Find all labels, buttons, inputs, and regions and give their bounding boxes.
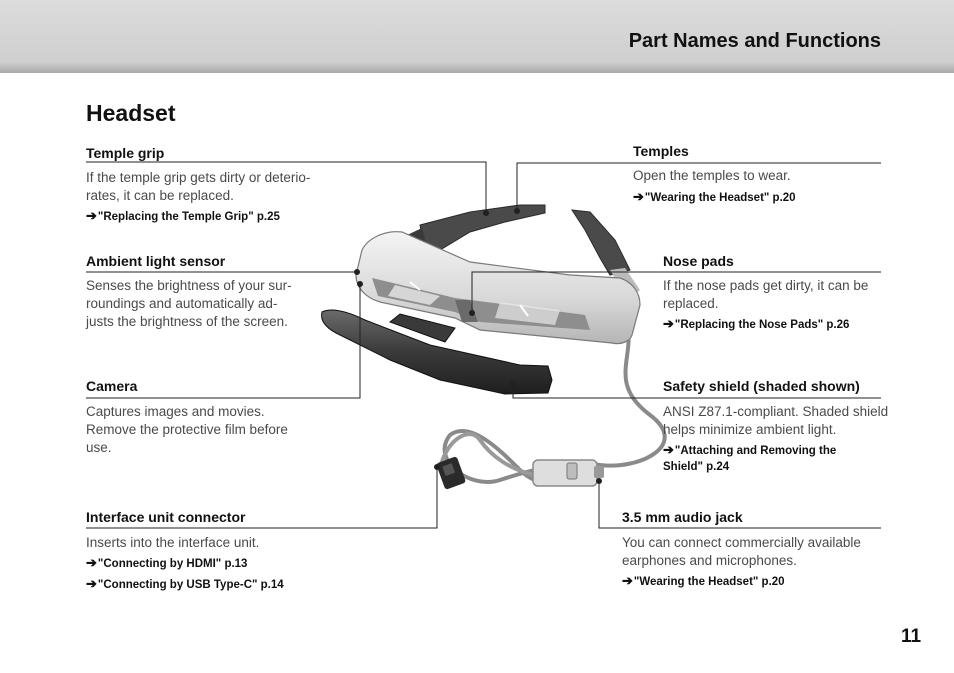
ref-hdmi-text: "Connecting by HDMI" p.13 (97, 558, 248, 570)
camera-desc: Captures images and movies. Remove the protective film before use. (86, 404, 288, 455)
nose-pads-label: Nose pads (663, 253, 734, 269)
interface-unit-connector-label: Interface unit connector (86, 509, 246, 525)
arrow-right-icon: ➔ (633, 189, 644, 204)
arrow-right-icon: ➔ (86, 576, 97, 591)
arrow-right-icon: ➔ (86, 555, 97, 570)
interface-connector-ref-usbc[interactable] (86, 576, 284, 592)
temple-grip-ref-text: "Replacing the Temple Grip" p.25 (97, 211, 280, 223)
temple-grip-ref[interactable] (86, 208, 280, 224)
safety-shield-ref-text: "Attaching and Removing the Shield" p.24 (663, 445, 837, 473)
audio-control-box (533, 460, 604, 486)
page-number: 11 (901, 626, 922, 647)
arrow-right-icon: ➔ (663, 316, 674, 331)
right-temple (572, 210, 630, 275)
audio-jack-ref-text: "Wearing the Headset" p.20 (633, 576, 785, 588)
nose-pads-ref[interactable] (663, 316, 849, 332)
ambient-light-sensor-desc: Senses the brightness of your sur-roundings and automatically ad-justs the brightness of the screen. (86, 278, 292, 329)
ref-usbc-text: "Connecting by USB Type-C" p.14 (97, 579, 284, 591)
safety-shield-desc: ANSI Z87.1-compliant. Shaded shield helps minimize ambient light. (663, 404, 889, 437)
interface-connector-ref-hdmi[interactable] (86, 555, 247, 571)
interface-unit-connector-desc: Inserts into the interface unit. (86, 535, 260, 550)
camera-label: Camera (86, 378, 138, 394)
ambient-light-sensor-label: Ambient light sensor (86, 253, 226, 269)
nose-pads-ref-text: "Replacing the Nose Pads" p.26 (674, 319, 850, 331)
safety-shield-ref[interactable] (663, 442, 863, 475)
arrow-right-icon: ➔ (622, 573, 633, 588)
temples-desc: Open the temples to wear. (633, 168, 791, 183)
audio-jack-label: 3.5 mm audio jack (622, 509, 743, 525)
arrow-right-icon: ➔ (86, 208, 97, 223)
nose-pads-desc: If the nose pads get dirty, it can be replaced. (663, 278, 869, 311)
arrow-right-icon: ➔ (663, 442, 674, 457)
audio-jack-ref[interactable] (622, 573, 785, 589)
temples-label: Temples (633, 143, 689, 159)
audio-jack-desc: You can connect commercially available earphones and microphones. (622, 535, 861, 568)
temples-ref[interactable] (633, 189, 796, 205)
temples-ref-text: "Wearing the Headset" p.20 (644, 192, 796, 204)
safety-shield-label: Safety shield (shaded shown) (663, 378, 860, 394)
chapter-title: Part Names and Functions (628, 30, 881, 52)
section-title: Headset (86, 100, 176, 126)
temple-grip-label: Temple grip (86, 145, 165, 161)
left-temple (420, 205, 545, 255)
temple-grip-desc: If the temple grip gets dirty or deterio-rates, it can be replaced. (86, 170, 311, 203)
